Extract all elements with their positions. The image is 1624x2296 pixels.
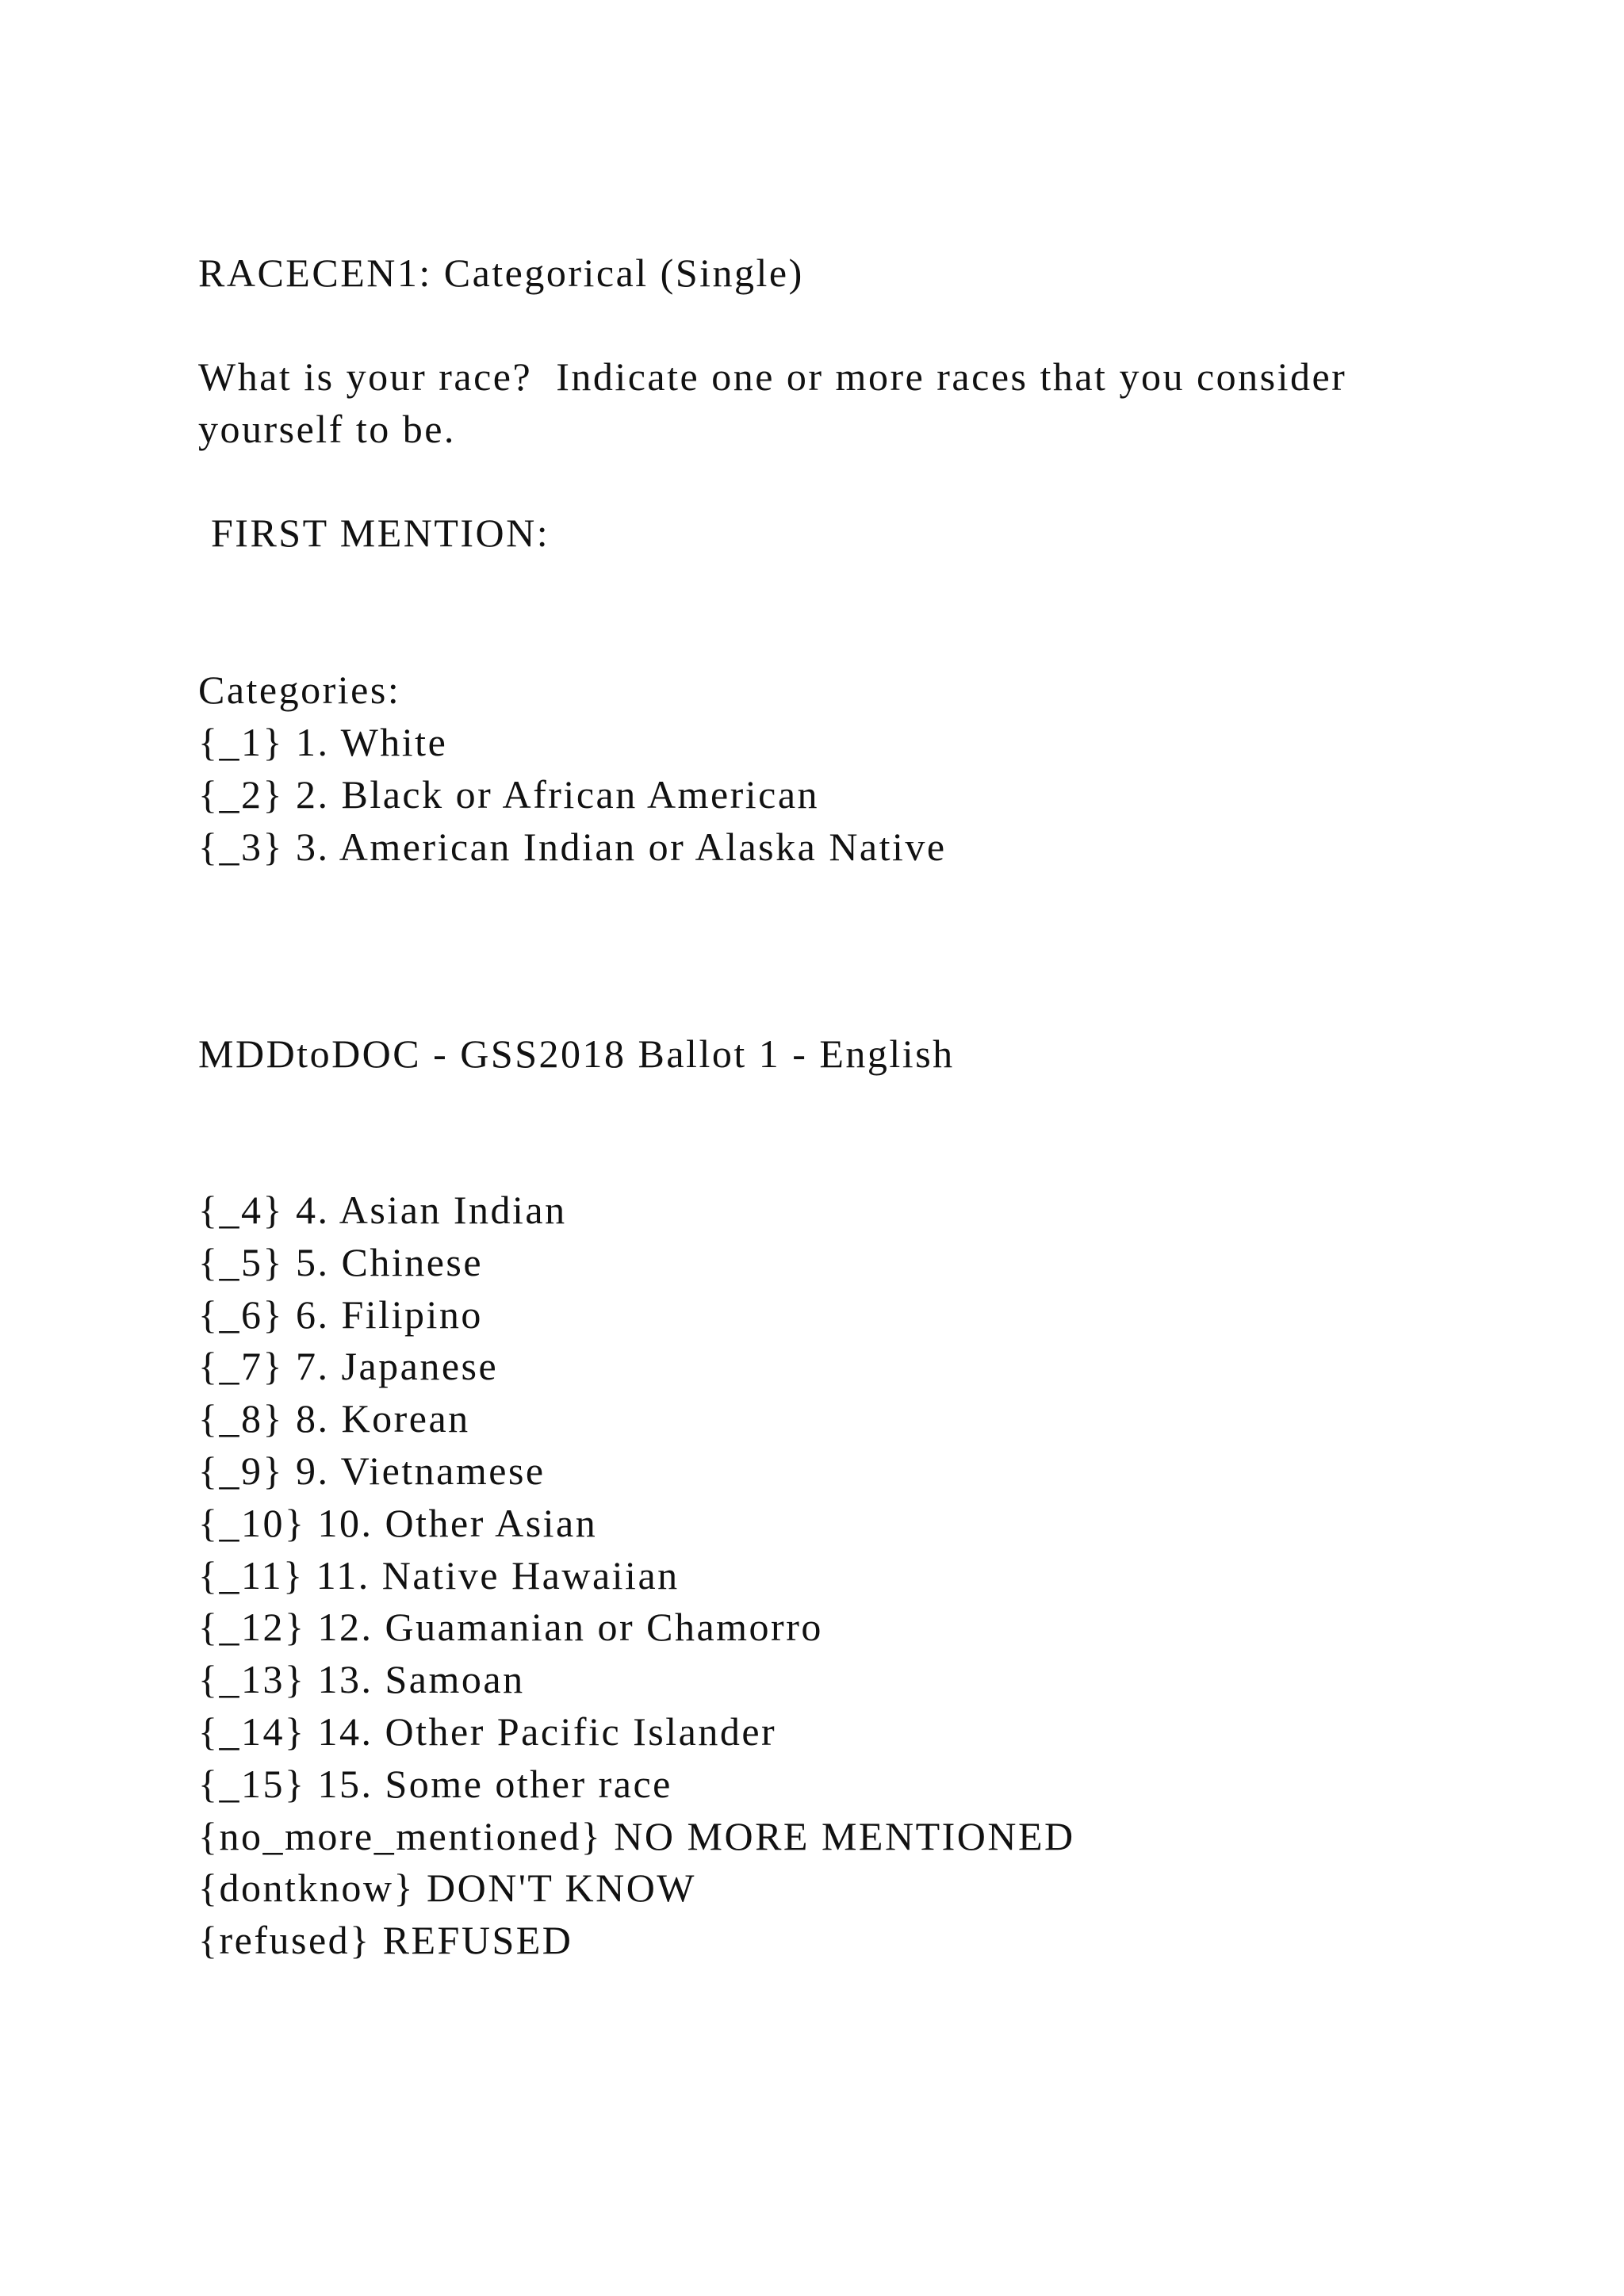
question-header: RACECEN1: Categorical (Single)	[198, 251, 804, 295]
category-item: {_1} 1. White	[198, 720, 448, 764]
category-item-dont-know: {dontknow} DON'T KNOW	[198, 1866, 696, 1911]
mention-label: FIRST MENTION:	[211, 511, 550, 555]
category-item: {_14} 14. Other Pacific Islander	[198, 1709, 777, 1754]
category-item: {_11} 11. Native Hawaiian	[198, 1552, 680, 1598]
category-item: {_2} 2. Black or African American	[198, 771, 820, 817]
category-item-no-more-mentioned: {no_more_mentioned} NO MORE MENTIONED	[198, 1813, 1075, 1858]
category-item: {_12} 12. Guamanian or Chamorro	[198, 1605, 823, 1650]
categories-label: Categories:	[198, 668, 401, 712]
category-item: {_5} 5. Chinese	[198, 1239, 484, 1284]
category-item: {_7} 7. Japanese	[198, 1344, 499, 1389]
category-item-refused: {refused} REFUSED	[198, 1918, 573, 1963]
category-item: {_4} 4. Asian Indian	[198, 1188, 567, 1232]
category-item: {_6} 6. Filipino	[198, 1292, 483, 1337]
category-item: {_15} 15. Some other race	[198, 1761, 672, 1806]
category-item: {_13} 13. Samoan	[198, 1657, 525, 1702]
category-list-continued	[198, 1184, 1075, 1967]
category-item: {_8} 8. Korean	[198, 1396, 470, 1441]
question-text-line-2: yourself to be.	[198, 407, 456, 451]
category-list-first	[198, 717, 947, 873]
category-item: {_10} 10. Other Asian	[198, 1500, 598, 1545]
question-text-line-1: What is your race? Indicate one or more races that you consider	[198, 354, 1347, 399]
category-item: {_3} 3. American Indian or Alaska Native	[198, 824, 947, 869]
page-footer: MDDtoDOC - GSS2018 Ballot 1 - English	[198, 1031, 955, 1076]
category-item: {_9} 9. Vietnamese	[198, 1448, 546, 1493]
